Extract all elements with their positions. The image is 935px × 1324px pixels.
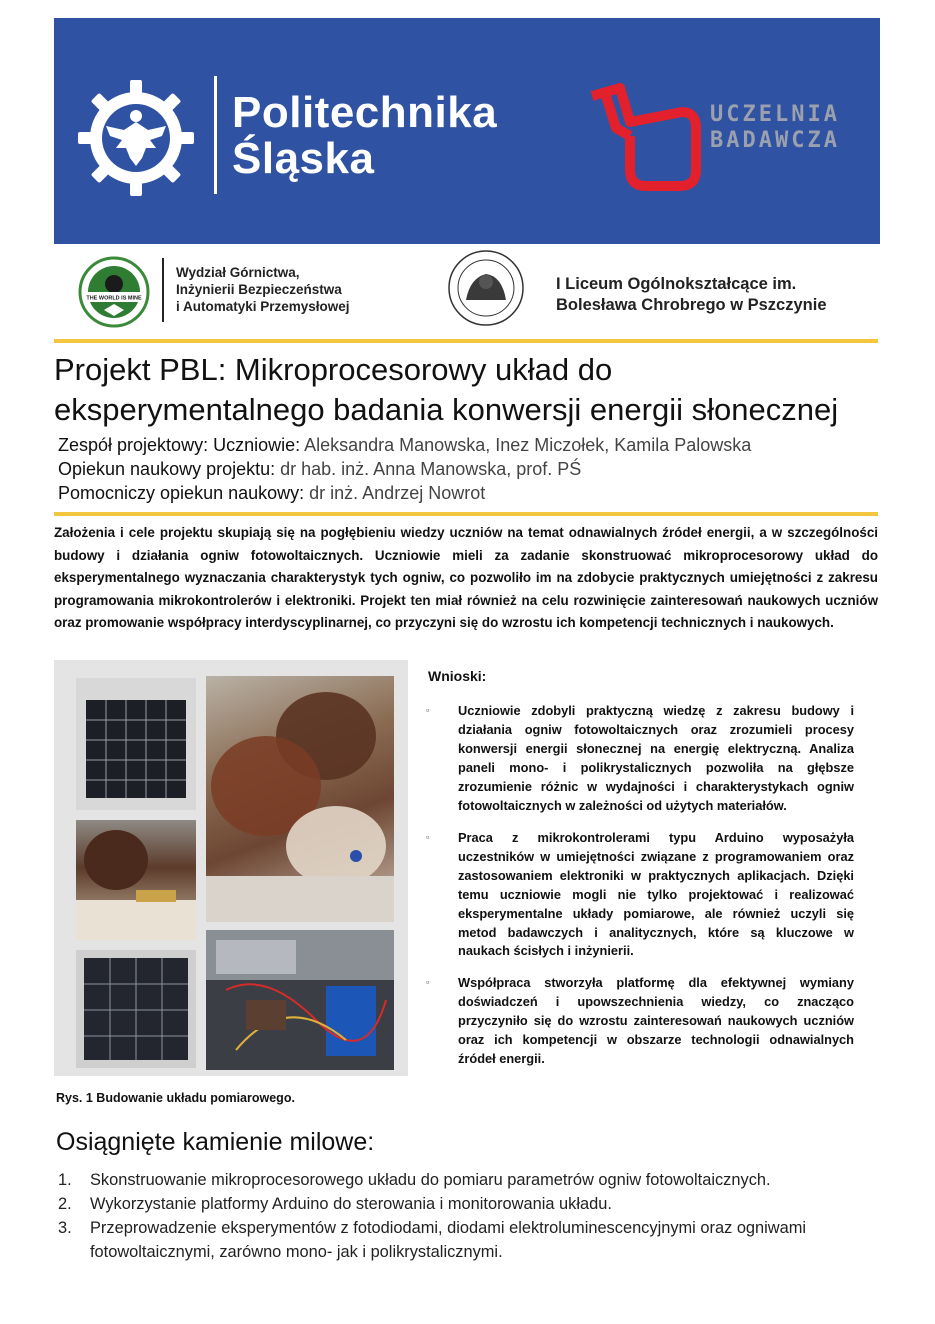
milestone-number-1: 1. — [58, 1171, 72, 1189]
bullet-marker-3: ▫ — [426, 977, 430, 987]
conclusion-item-1 — [426, 702, 854, 815]
header-banner — [54, 18, 880, 244]
faculty-logo-text: THE WORLD IS MINE — [86, 295, 142, 302]
project-team — [58, 433, 751, 505]
university-name-line2: Śląska — [232, 134, 375, 183]
research-university-label — [710, 102, 840, 154]
project-title — [54, 350, 884, 430]
milestone-item-1 — [58, 1168, 888, 1192]
milestone-text-3: Przeprowadzenie eksperymentów z fotodiodami, diodami elektroluminescencyjnymi oraz ogniwami fotowoltaicznymi, zarówno mono- jak i polikrystalicznymi. — [90, 1219, 807, 1261]
milestone-text-2: Wykorzystanie platformy Arduino do sterowania i monitorowania układu. — [90, 1195, 612, 1213]
school-name — [556, 274, 827, 316]
milestones-heading: Osiągnięte kamienie milowe: — [56, 1128, 375, 1156]
gold-divider-bottom — [54, 512, 878, 516]
faculty-divider — [162, 258, 164, 322]
bullet-marker-1: ▫ — [426, 705, 430, 715]
conclusion-text-1: Uczniowie zdobyli praktyczną wiedzę z zakresu budowy i działania ogniw fotowoltaicznych oraz zrozumieli procesy konwersji energii słonecznej na energię elektryczną. Analiza paneli mono- i polikrystalicznych pozwoliła na głębsze zrozumienie różnic w wydajności i charakterystykach ogniw fotowoltaicznych w zależności od użytych materiałów. — [458, 703, 854, 813]
project-title-line1: Projekt PBL: Mikroprocesorowy układ do — [54, 352, 613, 387]
milestone-item-2 — [58, 1192, 888, 1216]
school-name-line1: I Liceum Ogólnokształcące im. — [556, 275, 797, 293]
bullet-marker-2: ▫ — [426, 832, 430, 842]
team-row2-value: dr hab. inż. Anna Manowska, prof. PŚ — [275, 459, 582, 479]
milestone-number-2: 2. — [58, 1195, 72, 1213]
photo-student-soldering — [76, 820, 196, 940]
school-name-line2: Bolesława Chrobrego w Pszczynie — [556, 296, 827, 314]
photo-collage — [54, 660, 408, 1076]
photo-solar-panel-2 — [76, 950, 196, 1068]
faculty-name-line3: i Automatyki Przemysłowej — [176, 299, 350, 314]
milestone-number-3: 3. — [58, 1219, 72, 1237]
university-name-line1: Politechnika — [232, 88, 498, 137]
school-seal-logo — [440, 248, 532, 328]
ub-line1: UCZELNIA — [710, 102, 840, 127]
conclusion-item-3 — [426, 974, 854, 1069]
team-row1-label: Zespół projektowy: Uczniowie: — [58, 435, 301, 455]
team-row-students — [58, 433, 751, 457]
project-intro-paragraph: Założenia i cele projektu skupiają się na pogłębieniu wiedzy uczniów na temat odnawialnych źródeł energii, a w szczególności budowy i działania ogniw fotowoltaicznych. Uczniowie mieli za zadanie skonstruować mikroprocesorowy układ do eksperymentalnego wyznaczania charakterystyk tych ogniw, co pozwoliło im na zdobycie praktycznych umiejętności z zakresu programowania mikrokontrolerów i elektroniki. Projekt ten miał również na celu rozwinięcie zainteresowań naukowych uczniów oraz promowanie współpracy interdyscyplinarnej, co przyczyni się do wzrostu ich kompetencji technicznych i naukowych. — [54, 525, 878, 631]
faculty-name-line1: Wydział Górnictwa, — [176, 265, 300, 280]
ub-line2: BADAWCZA — [710, 128, 840, 153]
photo-students-working — [206, 676, 394, 922]
conclusion-text-3: Współpraca stworzyła platformę dla efektywnej wymiany doświadczeń i upowszechnienia wiedzy, co znacząco przyczyniło się do wzrostu zainteresowań naukowych uczniów oraz ich kompetencji w obszarze technologii odnawialnych źródeł energii. — [458, 975, 854, 1066]
team-row-supervisor — [58, 457, 751, 481]
university-gear-eagle-logo — [76, 78, 196, 198]
figure-caption: Rys. 1 Budowanie układu pomiarowego. — [56, 1091, 295, 1105]
team-row2-label: Opiekun naukowy projektu: — [58, 459, 276, 479]
banner-divider — [214, 76, 217, 194]
photo-arduino-circuit — [206, 930, 394, 1070]
milestone-item-3 — [58, 1216, 888, 1264]
conclusion-text-2: Praca z mikrokontrolerami typu Arduino wyposażyła uczestników w umiejętności związane z programowaniem oraz zastosowaniem elektroniki w praktycznych aplikacjach. Dzięki temu uczniowie mogli nie tylko projektować i realizować eksperymentalne układy pomiarowe, ale również uczyli się metod badawczych i analitycznych, które są kluczowe w naukach ścisłych i inżynierii. — [458, 830, 854, 959]
university-name — [232, 90, 497, 182]
team-row1-value: Aleksandra Manowska, Inez Miczołek, Kamila Palowska — [300, 435, 752, 455]
milestones-list — [58, 1168, 888, 1264]
research-university-logo-mark — [586, 82, 701, 192]
milestone-text-1: Skonstruowanie mikroprocesorowego układu do pomiaru parametrów ogniw fotowoltaicznych. — [90, 1171, 771, 1189]
conclusions-heading: Wnioski: — [428, 668, 487, 684]
conclusion-item-2 — [426, 829, 854, 961]
faculty-logo — [74, 254, 154, 330]
gold-divider-top — [54, 339, 878, 343]
team-row3-value: dr inż. Andrzej Nowrot — [304, 483, 486, 503]
project-title-line2: eksperymentalnego badania konwersji energii słonecznej — [54, 392, 839, 427]
team-row-assistant — [58, 481, 751, 505]
faculty-name-line2: Inżynierii Bezpieczeństwa — [176, 282, 342, 297]
photo-solar-panel-1 — [76, 678, 196, 810]
team-row3-label: Pomocniczy opiekun naukowy: — [58, 483, 305, 503]
faculty-name — [176, 264, 350, 315]
